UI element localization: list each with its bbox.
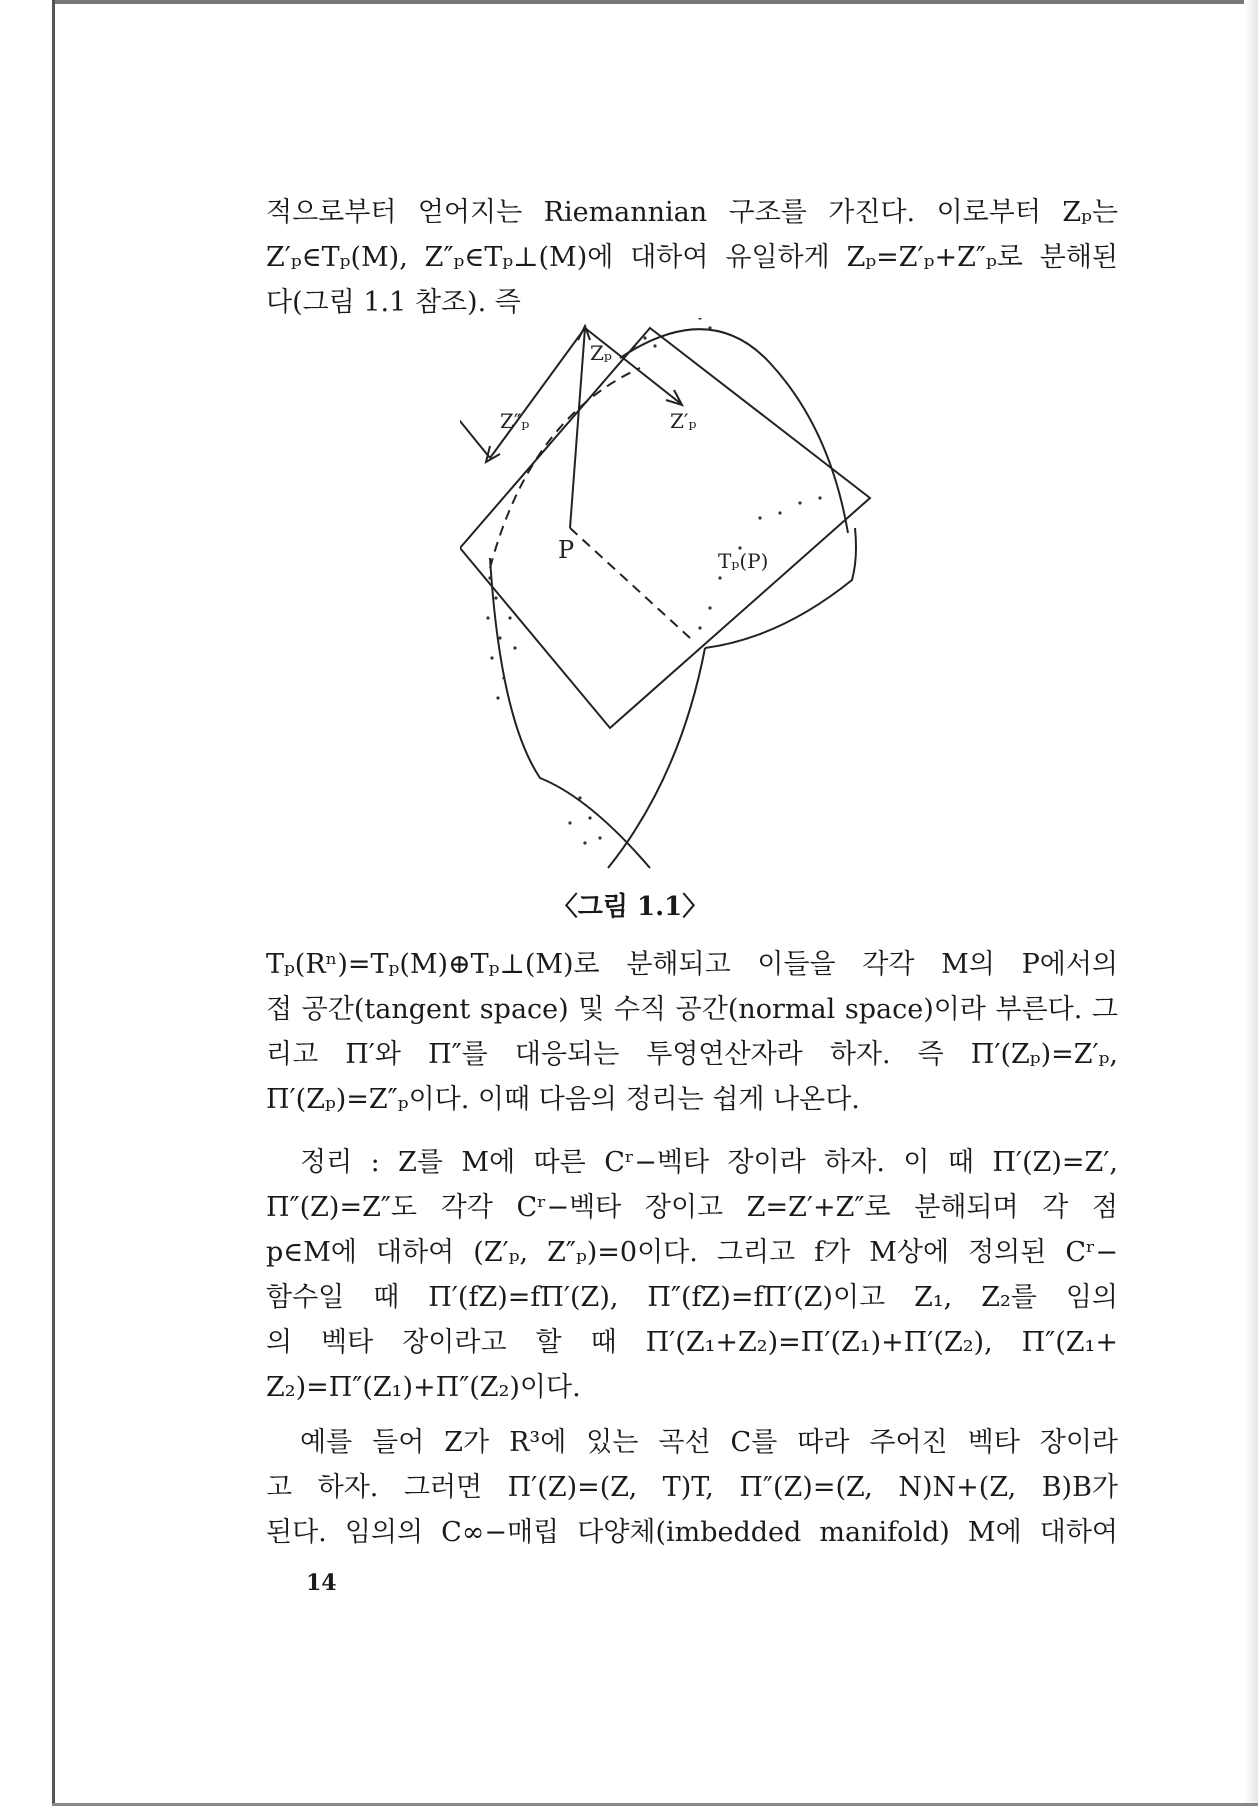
page-number: 14 (306, 1570, 337, 1596)
label-p: P (558, 536, 575, 564)
paragraph-1-line: 적으로부터 얻어지는 Riemannian 구조를 가진다. 이로부터 Zₚ는 (266, 197, 1118, 228)
manifold-right-edge (705, 528, 856, 648)
paragraph-2-line: 접 공간(tangent space) 및 수직 공간(normal space)이라 부른다. 그 (266, 994, 1118, 1025)
example-paragraph (266, 1420, 1118, 1555)
dashed-line (570, 528, 690, 638)
theorem (266, 1140, 1118, 1410)
theorem-line: Z₂)=Π″(Z₁)+Π″(Z₂)이다. (266, 1372, 581, 1403)
theorem-line: 함수일 때 Π′(fZ)=fΠ′(Z), Π″(fZ)=fΠ′(Z)이고 Z₁, Z₂를 임의 (266, 1282, 1118, 1313)
label-tangent-space: Tₚ(P) (718, 549, 769, 573)
paragraph-2-line: Tₚ(Rⁿ)=Tₚ(M)⊕Tₚ⊥(M)로 분해되고 이들을 각각 M의 P에서의 (266, 949, 1118, 980)
manifold-lower-right-curve (608, 648, 705, 868)
theorem-line: p∈M에 대하여 (Z′ₚ, Z″ₚ)=0이다. 그리고 f가 M상에 정의된 Cʳ− (266, 1237, 1118, 1268)
tangent-plane (460, 328, 870, 728)
label-z-double-prime: Z″ₚ (500, 409, 530, 433)
stipple-shading (486, 318, 821, 845)
example-line: 고 하자. 그러면 Π′(Z)=(Z, T)T, Π″(Z)=(Z, N)N+(Z, B)B가 (266, 1472, 1118, 1503)
theorem-line: 정리 : Z를 M에 따른 Cʳ−벡타 장이라 하자. 이 때 Π′(Z)=Z′, (300, 1147, 1118, 1178)
normal-line (460, 378, 490, 458)
manifold-outer-curve (620, 329, 848, 533)
paragraph-1-line: Z′ₚ∈Tₚ(M), Z″ₚ∈Tₚ⊥(M)에 대하여 유일하게 Zₚ=Z′ₚ+Z″ₚ로 분해된 (266, 242, 1118, 273)
figure-tangent-plane (460, 318, 920, 878)
paragraph-1 (266, 190, 1118, 325)
example-line: 예를 들어 Z가 R³에 있는 곡선 C를 따라 주어진 벡타 장이라 (300, 1427, 1118, 1458)
vector-zp (570, 328, 585, 528)
label-zp: Zₚ (590, 341, 612, 365)
paragraph-2-line: 리고 Π′와 Π″를 대응되는 투영연산자라 하자. 즉 Π′(Zₚ)=Z′ₚ, (266, 1039, 1118, 1070)
paragraph-2-line: Π′(Zₚ)=Z″ₚ이다. 이때 다음의 정리는 쉽게 나온다. (266, 1084, 860, 1115)
label-z-prime: Z′ₚ (670, 409, 697, 433)
page-right-shadow (1244, 0, 1258, 1806)
paragraph-2 (266, 942, 1118, 1122)
example-line: 된다. 임의의 C∞−매립 다양체(imbedded manifold) M에 대하여 (266, 1517, 1118, 1548)
figure-caption: 〈그림 1.1〉 (551, 892, 709, 922)
paragraph-1-line: 다(그림 1.1 참조). 즉 (266, 287, 521, 318)
vector-z-double-prime (490, 328, 585, 458)
theorem-line: Π″(Z)=Z″도 각각 Cʳ−벡타 장이고 Z=Z′+Z″로 분해되며 각 점 (266, 1192, 1118, 1223)
theorem-line: 의 벡타 장이라고 할 때 Π′(Z₁+Z₂)=Π′(Z₁)+Π′(Z₂), Π″(Z₁+ (266, 1327, 1118, 1358)
